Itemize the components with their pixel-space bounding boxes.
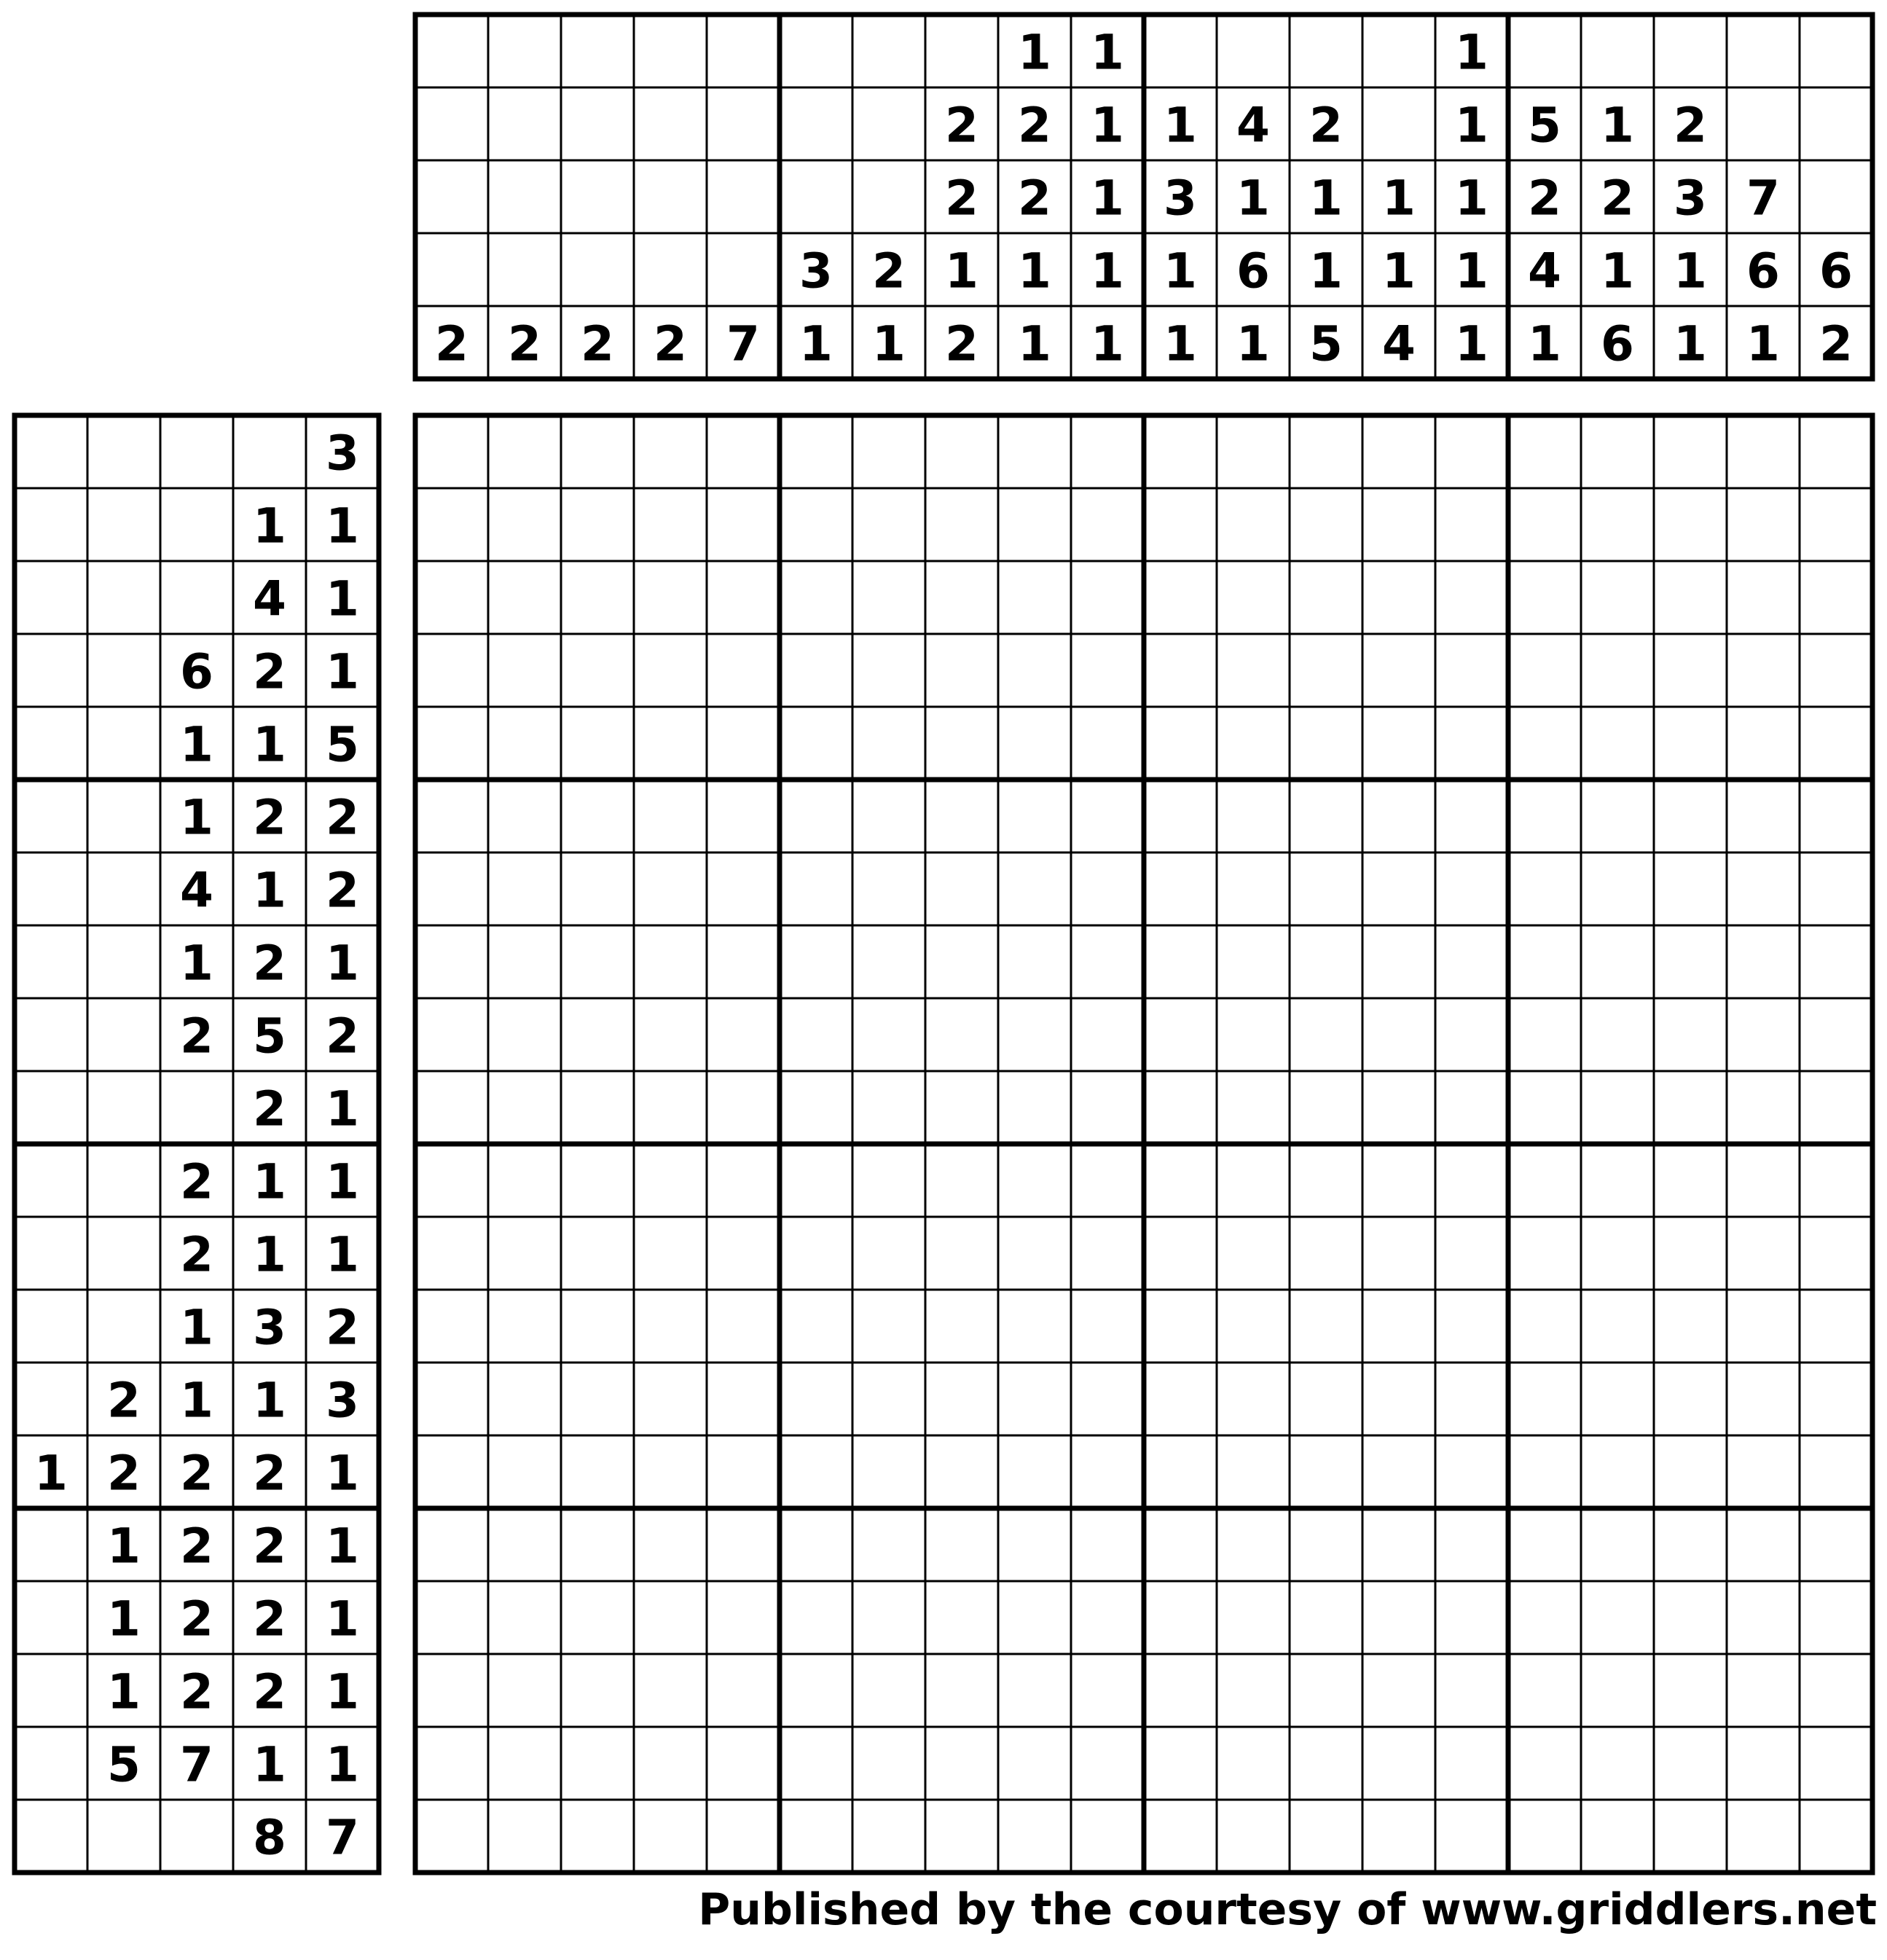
column-clue-number: 2 (654, 315, 687, 372)
row-clue-number: 1 (326, 935, 359, 992)
column-clue-number: 2 (508, 315, 541, 372)
column-clue-number: 1 (1528, 315, 1561, 372)
row-clue-number: 1 (326, 571, 359, 627)
row-clue-number: 1 (326, 498, 359, 554)
row-clue-number: 1 (326, 1736, 359, 1793)
row-clue-number: 1 (34, 1445, 68, 1502)
column-clue-number: 4 (1382, 315, 1416, 372)
column-clue-number: 1 (1455, 243, 1488, 299)
column-clue-number: 6 (1601, 315, 1634, 372)
row-clue-number: 3 (326, 1372, 359, 1429)
column-clue-number: 1 (1091, 170, 1124, 227)
column-clue-number: 1 (1601, 243, 1634, 299)
column-clue-number: 6 (1819, 243, 1853, 299)
row-clue-number: 1 (253, 1153, 286, 1210)
column-clue-number: 4 (1236, 97, 1270, 154)
row-clue-number: 2 (180, 1591, 213, 1647)
row-clue-number: 5 (107, 1736, 141, 1793)
column-clue-number: 1 (1091, 24, 1124, 81)
row-clue-number: 1 (107, 1591, 141, 1647)
column-clue-number: 1 (1382, 170, 1416, 227)
column-clue-number: 1 (1455, 315, 1488, 372)
column-clue-number: 6 (1236, 243, 1270, 299)
row-clue-number: 2 (253, 643, 286, 700)
column-clue-number: 2 (1018, 170, 1051, 227)
column-clue-number: 2 (1309, 97, 1343, 154)
row-clue-number: 1 (326, 1445, 359, 1502)
row-clue-number: 2 (326, 789, 359, 846)
row-clue-number: 3 (253, 1299, 286, 1356)
row-clue-number: 1 (326, 1153, 359, 1210)
row-clue-area (15, 415, 379, 1873)
row-clue-number: 5 (253, 1008, 286, 1065)
row-clue-number: 7 (180, 1736, 213, 1793)
column-clue-number: 1 (1674, 243, 1707, 299)
column-clue-number: 1 (1746, 315, 1780, 372)
row-clue-number: 2 (253, 1591, 286, 1647)
row-clue-number: 4 (180, 862, 213, 919)
column-clue-number: 1 (1164, 97, 1197, 154)
row-clue-number: 1 (253, 1372, 286, 1429)
row-clue-number: 2 (326, 1008, 359, 1065)
row-clue-number: 2 (253, 935, 286, 992)
column-clue-number: 1 (1018, 315, 1051, 372)
column-clue-number: 2 (1601, 170, 1634, 227)
column-clue-number: 1 (1601, 97, 1634, 154)
row-clue-number: 2 (180, 1008, 213, 1065)
row-clue-number: 1 (253, 1226, 286, 1283)
column-clue-number: 1 (1236, 315, 1270, 372)
column-clue-number: 1 (1091, 315, 1124, 372)
row-clue-number: 8 (253, 1809, 286, 1866)
column-clue-number: 1 (1164, 315, 1197, 372)
column-clue-number: 1 (1091, 243, 1124, 299)
row-clue-number: 1 (326, 643, 359, 700)
row-clue-number: 1 (326, 1591, 359, 1647)
credit-text: Published by the courtesy of www.griddlers.net (698, 1884, 1877, 1935)
column-clue-number: 3 (799, 243, 833, 299)
row-clue-number: 2 (107, 1445, 141, 1502)
column-clue-number: 1 (1674, 315, 1707, 372)
row-clue-number: 2 (180, 1226, 213, 1283)
column-clue-number: 1 (1309, 170, 1343, 227)
solution-grid[interactable] (415, 415, 1872, 1873)
column-clue-number: 2 (1528, 170, 1561, 227)
column-clue-number: 2 (435, 315, 468, 372)
column-clue-number: 1 (1455, 170, 1488, 227)
row-clue-number: 5 (326, 716, 359, 773)
row-clue-number: 1 (253, 1736, 286, 1793)
row-clue-number: 2 (253, 1663, 286, 1720)
row-clue-number: 6 (180, 643, 213, 700)
row-clue-number: 1 (180, 1372, 213, 1429)
row-clue-number: 1 (180, 935, 213, 992)
row-clue-number: 2 (253, 1081, 286, 1137)
row-clue-number: 2 (326, 1299, 359, 1356)
column-clue-number: 1 (1091, 97, 1124, 154)
row-clue-number: 1 (253, 498, 286, 554)
column-clue-number: 1 (945, 243, 978, 299)
row-clue-number: 1 (253, 862, 286, 919)
column-clue-number: 2 (581, 315, 614, 372)
row-clue-number: 2 (326, 862, 359, 919)
row-clue-number: 2 (180, 1663, 213, 1720)
row-clue-number: 1 (180, 1299, 213, 1356)
column-clue-number: 1 (1164, 243, 1197, 299)
column-clue-number: 7 (1746, 170, 1780, 227)
row-clue-number: 1 (180, 716, 213, 773)
row-clue-number: 1 (326, 1518, 359, 1575)
row-clue-number: 1 (180, 789, 213, 846)
column-clue-number: 3 (1164, 170, 1197, 227)
column-clue-number: 1 (1018, 243, 1051, 299)
column-clue-number: 2 (1018, 97, 1051, 154)
column-clue-number: 1 (1018, 24, 1051, 81)
row-clue-number: 4 (253, 571, 286, 627)
column-clue-number: 2 (945, 315, 978, 372)
row-clue-number: 2 (107, 1372, 141, 1429)
column-clue-number: 2 (945, 170, 978, 227)
row-clue-number: 1 (326, 1663, 359, 1720)
column-clue-number: 6 (1746, 243, 1780, 299)
row-clue-number: 7 (326, 1809, 359, 1866)
column-clue-number: 2 (945, 97, 978, 154)
row-clue-number: 2 (253, 789, 286, 846)
column-clue-number: 1 (1236, 170, 1270, 227)
column-clue-number: 1 (1382, 243, 1416, 299)
row-clue-number: 1 (107, 1663, 141, 1720)
row-clue-number: 1 (326, 1081, 359, 1137)
row-clue-number: 2 (180, 1153, 213, 1210)
row-clue-number: 2 (253, 1445, 286, 1502)
row-clue-number: 1 (253, 716, 286, 773)
column-clue-number: 2 (1819, 315, 1853, 372)
row-clue-number: 1 (107, 1518, 141, 1575)
column-clue-number: 3 (1674, 170, 1707, 227)
row-clue-number: 2 (180, 1445, 213, 1502)
column-clue-number: 1 (1455, 24, 1488, 81)
column-clue-number: 4 (1528, 243, 1561, 299)
row-clue-number: 2 (253, 1518, 286, 1575)
column-clue-number: 1 (1309, 243, 1343, 299)
row-clue-number: 2 (180, 1518, 213, 1575)
column-clue-number: 7 (726, 315, 760, 372)
column-clue-number: 5 (1528, 97, 1561, 154)
row-clue-number: 1 (326, 1226, 359, 1283)
row-clue-number: 3 (326, 425, 359, 482)
column-clue-area (415, 15, 1872, 379)
column-clue-number: 1 (1455, 97, 1488, 154)
column-clue-number: 2 (872, 243, 906, 299)
column-clue-number: 1 (799, 315, 833, 372)
column-clue-number: 1 (872, 315, 906, 372)
column-clue-number: 5 (1309, 315, 1343, 372)
column-clue-number: 2 (1674, 97, 1707, 154)
